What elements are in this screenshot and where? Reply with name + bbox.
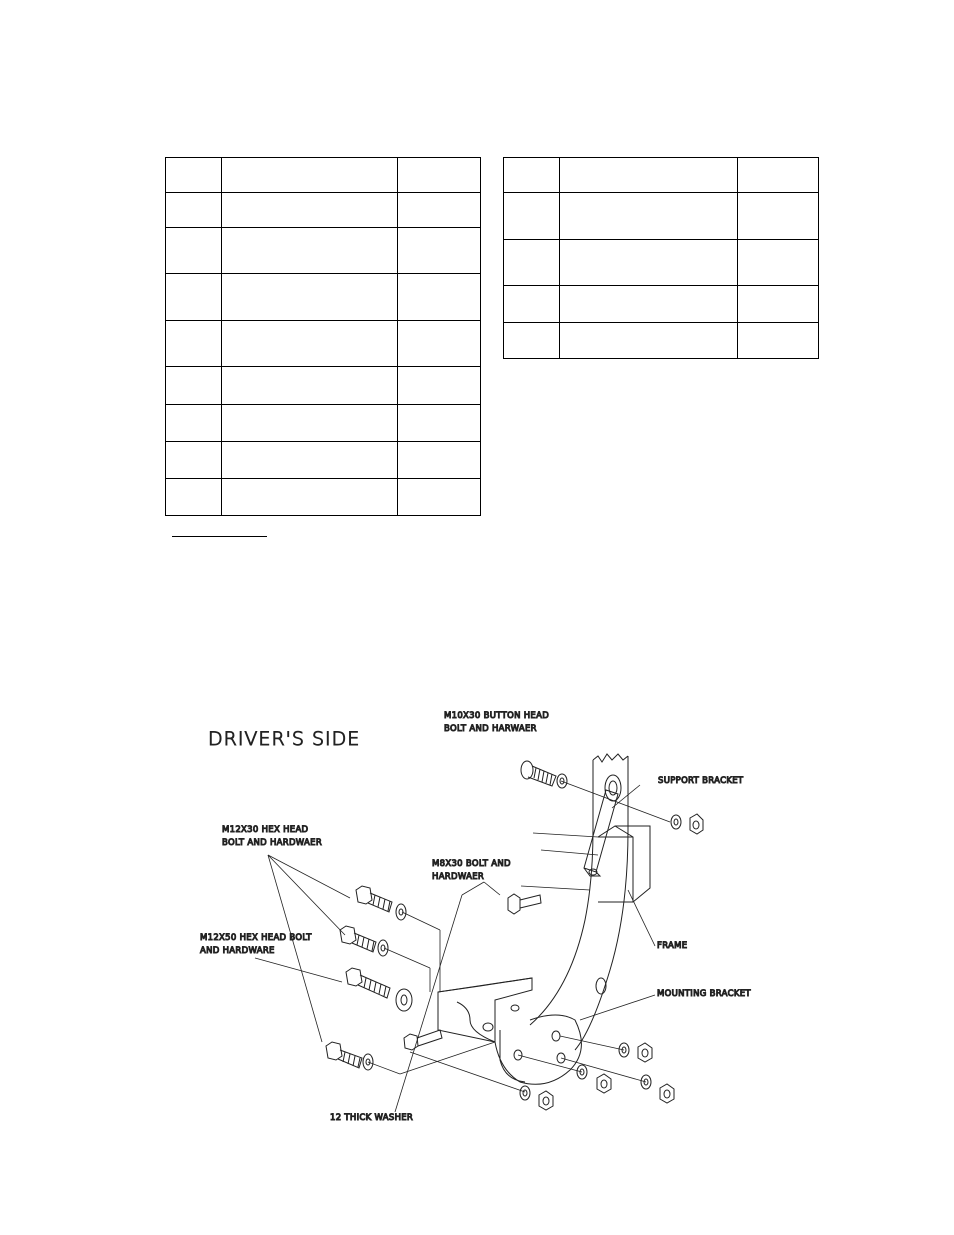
table-cell [398, 158, 481, 193]
table-cell [398, 479, 481, 516]
label-m12x50 [200, 933, 312, 956]
table-cell [166, 158, 222, 193]
table-cell [560, 240, 738, 286]
label-frame: FRAME [657, 941, 688, 951]
thick-washer [396, 989, 412, 1011]
table-cell [222, 479, 398, 516]
table-cell [166, 442, 222, 479]
table-cell [222, 193, 398, 228]
label-m8-bolt [432, 859, 511, 882]
table-cell [166, 479, 222, 516]
table-cell [166, 321, 222, 367]
table-cell [166, 193, 222, 228]
bracket-bolt [404, 1030, 442, 1050]
svg-text:HARDWAER: HARDWAER [432, 872, 485, 882]
table-cell [222, 442, 398, 479]
m12-bolt-2 [340, 926, 388, 956]
table-cell [504, 193, 560, 240]
svg-text:BOLT AND HARWAER: BOLT AND HARWAER [444, 724, 537, 734]
table-cell [222, 321, 398, 367]
table-cell [504, 240, 560, 286]
label-mounting-bracket: MOUNTING BRACKET [657, 989, 751, 999]
mounting-bracket [438, 978, 581, 1084]
m10-bolt [521, 761, 567, 788]
svg-text:M8X30 BOLT AND: M8X30 BOLT AND [432, 859, 511, 869]
nut-washer-top [671, 814, 703, 834]
svg-text:M10X30 BUTTON HEAD: M10X30 BUTTON HEAD [444, 711, 550, 721]
m12-bolt-1 [356, 886, 406, 920]
parts-table-left [165, 157, 481, 516]
table-cell [738, 323, 819, 359]
svg-text:M12X50 HEX HEAD BOLT: M12X50 HEX HEAD BOLT [200, 933, 312, 943]
table-cell [738, 158, 819, 193]
nut-washer-set [520, 1043, 674, 1110]
underline-mark [172, 536, 267, 537]
table-cell [504, 286, 560, 323]
table-cell [222, 228, 398, 274]
table-cell [222, 158, 398, 193]
table-cell [738, 286, 819, 323]
assembly-diagram [0, 690, 954, 1150]
m12-bolt-4 [326, 1042, 373, 1070]
table-cell [166, 228, 222, 274]
table-cell [398, 274, 481, 321]
table-cell [560, 158, 738, 193]
table-cell [398, 442, 481, 479]
m12-bolt-3 [346, 968, 390, 998]
table-cell [738, 240, 819, 286]
label-support-bracket: SUPPORT BRACKET [658, 776, 744, 786]
svg-text:BOLT AND HARDWAER: BOLT AND HARDWAER [222, 838, 323, 848]
table-cell [166, 405, 222, 442]
m8-bolt [508, 894, 541, 914]
label-m10-bolt [444, 711, 549, 734]
parts-table-right [503, 157, 819, 359]
table-cell [222, 367, 398, 405]
svg-text:M12X30 HEX HEAD: M12X30 HEX HEAD [222, 825, 309, 835]
table-cell [166, 367, 222, 405]
table-cell [504, 158, 560, 193]
table-cell [560, 323, 738, 359]
table-cell [398, 367, 481, 405]
table-cell [398, 321, 481, 367]
label-washer: 12 THICK WASHER [330, 1113, 414, 1123]
table-cell [166, 274, 222, 321]
table-cell [738, 193, 819, 240]
svg-text:AND HARDWARE: AND HARDWARE [200, 946, 275, 956]
table-cell [504, 323, 560, 359]
table-cell [222, 274, 398, 321]
table-cell [398, 405, 481, 442]
table-cell [398, 228, 481, 274]
table-cell [222, 405, 398, 442]
table-cell [560, 193, 738, 240]
diagram-title: DRIVER'S SIDE [208, 728, 361, 750]
label-m12x30 [222, 825, 322, 848]
frame [598, 826, 650, 902]
table-cell [398, 193, 481, 228]
table-cell [560, 286, 738, 323]
